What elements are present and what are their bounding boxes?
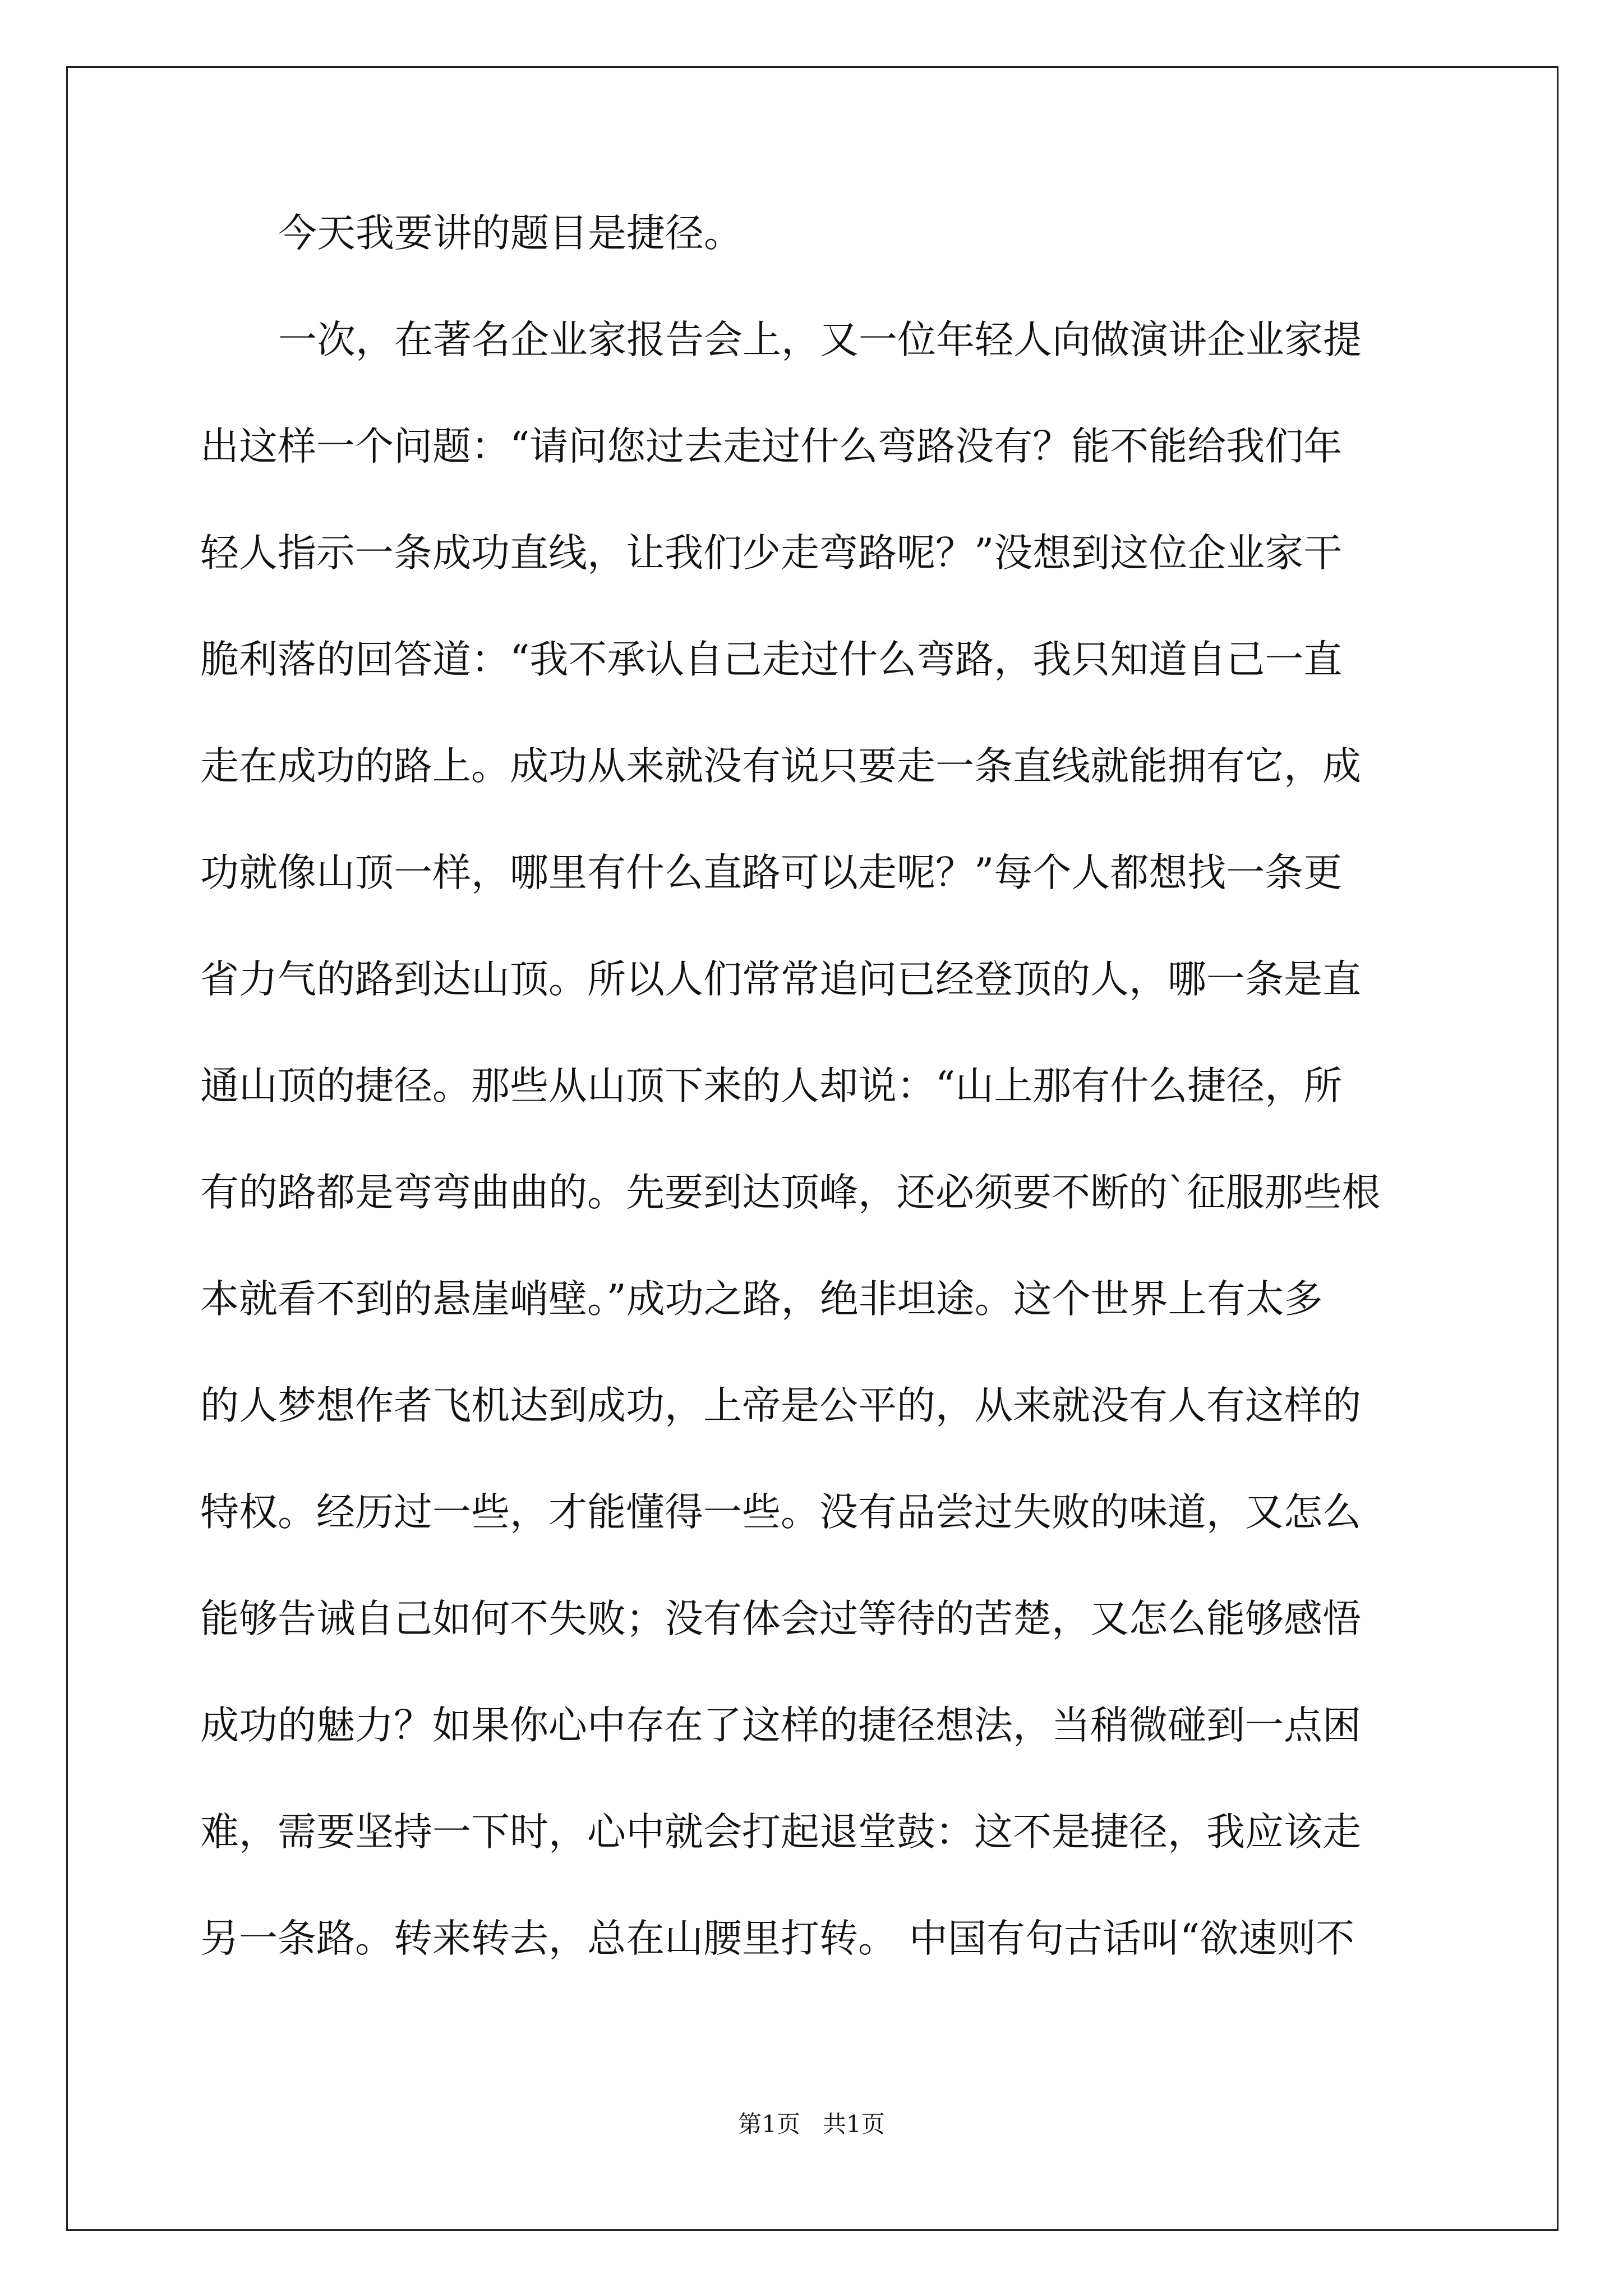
- paragraph-line: 的人梦想作者飞机达到成功，上帝是公平的，从来就没有人有这样的: [200, 1383, 1361, 1428]
- paragraph-line: 特权。经历过一些，才能懂得一些。没有品尝过失败的味道，又怎么: [200, 1490, 1361, 1535]
- paragraph-line: 出这样一个问题：“请问您过去走过什么弯路没有？能不能给我们年: [200, 424, 1343, 469]
- paragraph-line: 难，需要坚持一下时，心中就会打起退堂鼓：这不是捷径，我应该走: [200, 1810, 1361, 1855]
- page-border: [66, 66, 1559, 2231]
- paragraph-line: 另一条路。转来转去，总在山腰里打转。 中国有句古话叫“欲速则不: [200, 1916, 1355, 1961]
- paragraph-line: 功就像山顶一样，哪里有什么直路可以走呢？”每个人都想找一条更: [200, 850, 1343, 895]
- paragraph-line: 今天我要讲的题目是捷径。: [278, 211, 743, 256]
- paragraph-line: 通山顶的捷径。那些从山顶下来的人却说：“山上那有什么捷径，所: [200, 1064, 1343, 1108]
- paragraph-line: 成功的魅力？如果你心中存在了这样的捷径想法，当稍微碰到一点困: [200, 1703, 1361, 1748]
- paragraph-line: 走在成功的路上。成功从来就没有说只要走一条直线就能拥有它，成: [200, 744, 1361, 789]
- paragraph-line: 省力气的路到达山顶。所以人们常常追问已经登顶的人，哪一条是直: [200, 957, 1361, 1002]
- paragraph-line: 脆利落的回答道：“我不承认自己走过什么弯路，我只知道自己一直: [200, 637, 1343, 682]
- page-footer: 第1页 共1页: [738, 2110, 885, 2138]
- paragraph-line: 轻人指示一条成功直线，让我们少走弯路呢？”没想到这位企业家干: [200, 531, 1343, 576]
- paragraph-line: 能够告诫自己如何不失败；没有体会过等待的苦楚，又怎么能够感悟: [200, 1596, 1361, 1641]
- paragraph-line: 有的路都是弯弯曲曲的。先要到达顶峰，还必须要不断的`征服那些根: [200, 1170, 1381, 1215]
- paragraph-line: 本就看不到的悬崖峭壁。”成功之路，绝非坦途。这个世界上有太多: [200, 1277, 1323, 1322]
- paragraph-line: 一次，在著名企业家报告会上，又一位年轻人向做演讲企业家提: [278, 318, 1362, 362]
